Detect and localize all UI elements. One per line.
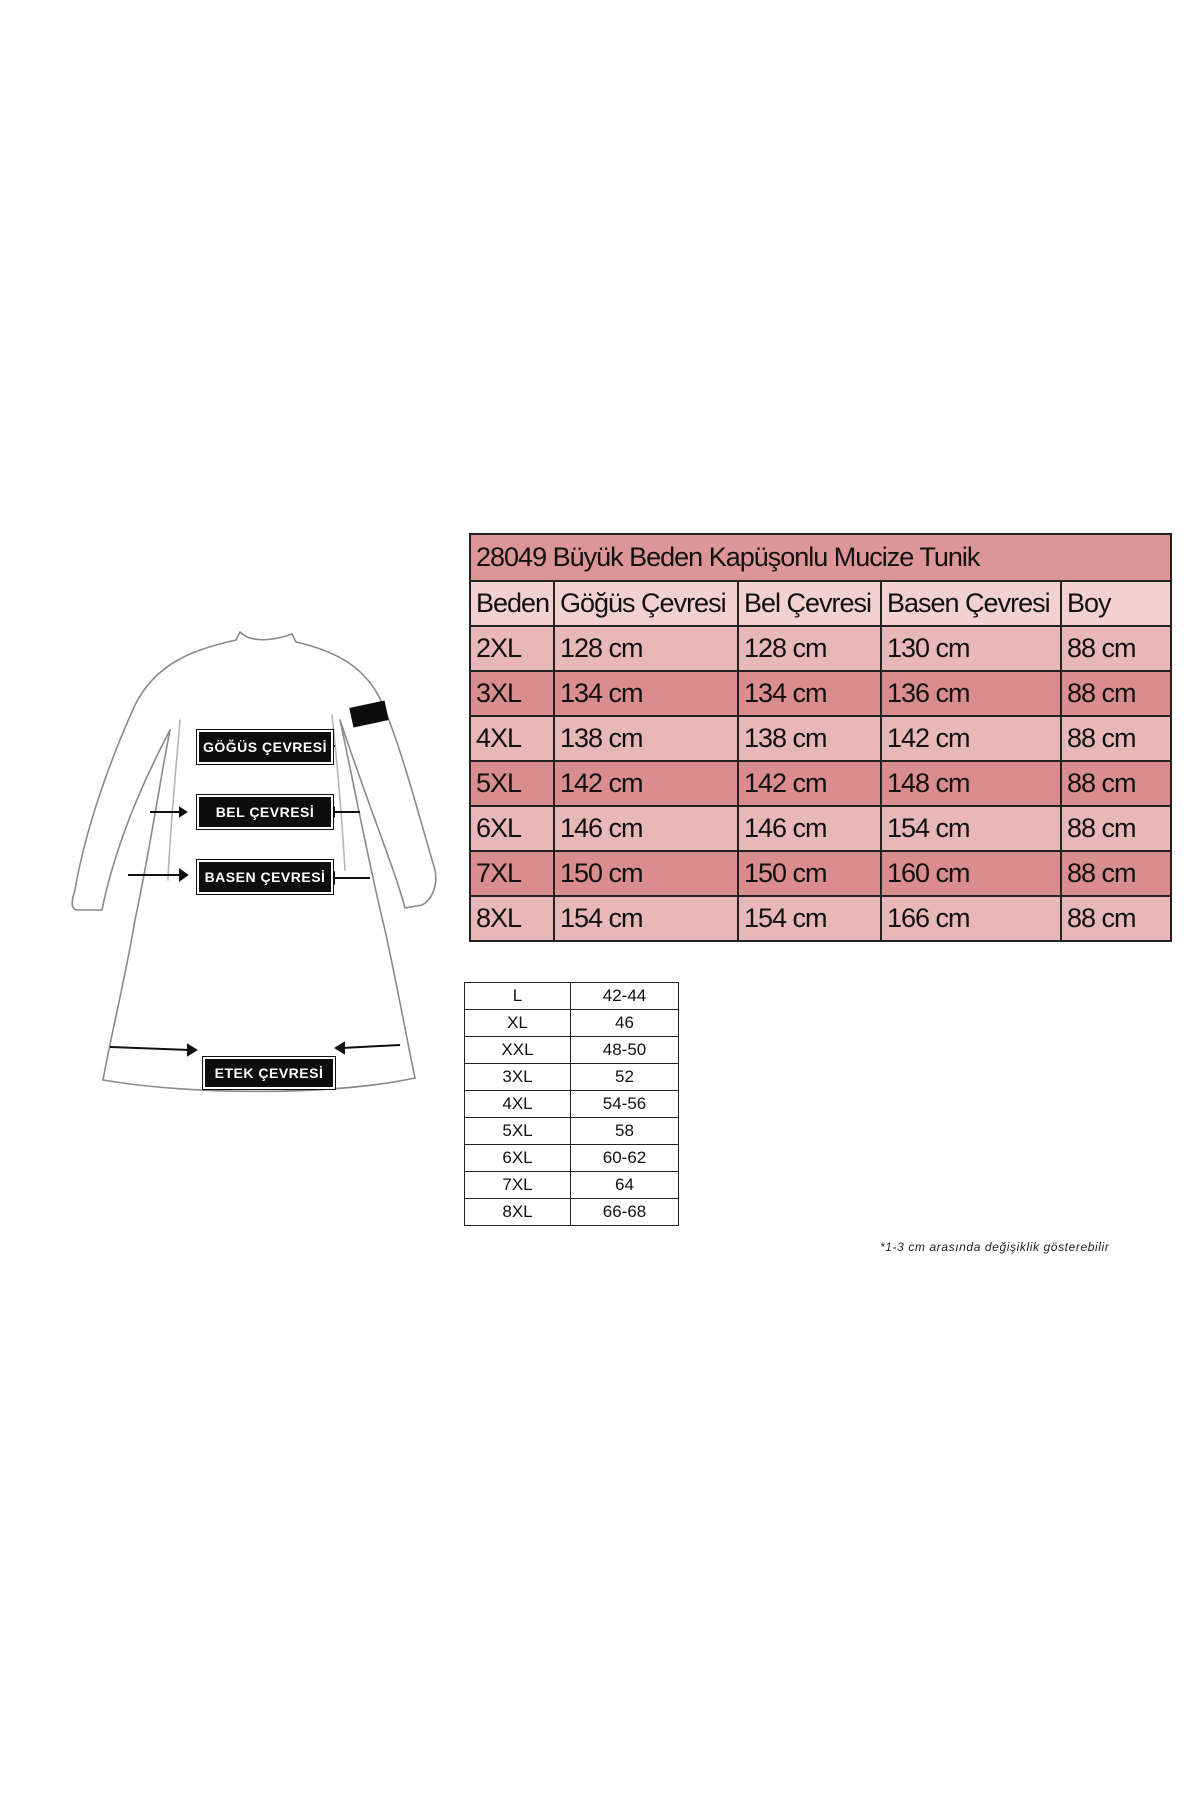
table-cell: 6XL [465, 1145, 571, 1172]
table-row [470, 671, 1171, 716]
size-chart-title: 28049 Büyük Beden Kapüşonlu Mucize Tunik [470, 534, 1171, 581]
table-cell: 146 cm [554, 806, 738, 851]
table-cell: 128 cm [554, 626, 738, 671]
header-cell: Beden [470, 581, 554, 626]
measurement-tolerance-note: *1-3 cm arasında değişiklik gösterebilir [880, 1240, 1110, 1254]
size-conversion-table [464, 982, 679, 1226]
table-cell: 88 cm [1061, 626, 1171, 671]
table-cell: 42-44 [571, 983, 679, 1010]
table-cell: 52 [571, 1064, 679, 1091]
table-row [465, 1118, 679, 1145]
table-cell: 160 cm [881, 851, 1061, 896]
table-cell: 166 cm [881, 896, 1061, 941]
table-cell: 64 [571, 1172, 679, 1199]
table-cell: 142 cm [554, 761, 738, 806]
waist-measure-label: BEL ÇEVRESİ [197, 795, 333, 829]
table-cell: 88 cm [1061, 896, 1171, 941]
table-cell: 7XL [470, 851, 554, 896]
table-cell: 154 cm [554, 896, 738, 941]
table-row [465, 1199, 679, 1226]
table-cell: 150 cm [554, 851, 738, 896]
table-row [470, 626, 1171, 671]
table-cell: 154 cm [738, 896, 881, 941]
table-cell: 154 cm [881, 806, 1061, 851]
table-cell: L [465, 983, 571, 1010]
table-cell: 88 cm [1061, 851, 1171, 896]
table-row [465, 983, 679, 1010]
table-row [465, 1145, 679, 1172]
table-row [470, 851, 1171, 896]
table-cell: 4XL [470, 716, 554, 761]
header-cell: Bel Çevresi [738, 581, 881, 626]
table-cell: 66-68 [571, 1199, 679, 1226]
size-chart-table [469, 533, 1172, 942]
table-cell: 88 cm [1061, 671, 1171, 716]
table-cell: 58 [571, 1118, 679, 1145]
table-cell: 150 cm [738, 851, 881, 896]
table-cell: 8XL [465, 1199, 571, 1226]
table-row [465, 1037, 679, 1064]
table-cell: 134 cm [738, 671, 881, 716]
table-row [470, 806, 1171, 851]
table-cell: 142 cm [738, 761, 881, 806]
table-cell: 54-56 [571, 1091, 679, 1118]
table-cell: 146 cm [738, 806, 881, 851]
table-cell: XXL [465, 1037, 571, 1064]
hip-measure-label: BASEN ÇEVRESİ [197, 860, 333, 894]
header-cell: Boy [1061, 581, 1171, 626]
table-cell: 8XL [470, 896, 554, 941]
table-cell: 6XL [470, 806, 554, 851]
table-cell: 60-62 [571, 1145, 679, 1172]
header-cell: Göğüs Çevresi [554, 581, 738, 626]
table-cell: 5XL [465, 1118, 571, 1145]
table-row [465, 1172, 679, 1199]
table-cell: 48-50 [571, 1037, 679, 1064]
table-row [465, 1064, 679, 1091]
table-cell: 134 cm [554, 671, 738, 716]
hem-measure-label: ETEK ÇEVRESİ [203, 1057, 335, 1089]
table-cell: 148 cm [881, 761, 1061, 806]
table-cell: 136 cm [881, 671, 1061, 716]
table-cell: 88 cm [1061, 716, 1171, 761]
table-cell: 5XL [470, 761, 554, 806]
table-cell: 88 cm [1061, 761, 1171, 806]
table-cell: 46 [571, 1010, 679, 1037]
table-cell: XL [465, 1010, 571, 1037]
table-cell: 138 cm [738, 716, 881, 761]
size-chart-header-row [470, 581, 1171, 626]
table-cell: 3XL [465, 1064, 571, 1091]
header-cell: Basen Çevresi [881, 581, 1061, 626]
table-cell: 128 cm [738, 626, 881, 671]
table-cell: 3XL [470, 671, 554, 716]
table-cell: 7XL [465, 1172, 571, 1199]
table-cell: 130 cm [881, 626, 1061, 671]
table-cell: 142 cm [881, 716, 1061, 761]
chest-measure-label: GÖĞÜS ÇEVRESİ [197, 730, 333, 764]
table-row [465, 1010, 679, 1037]
table-row [470, 716, 1171, 761]
table-cell: 138 cm [554, 716, 738, 761]
table-row [470, 761, 1171, 806]
table-cell: 2XL [470, 626, 554, 671]
table-cell: 88 cm [1061, 806, 1171, 851]
table-row [470, 896, 1171, 941]
table-row [465, 1091, 679, 1118]
table-cell: 4XL [465, 1091, 571, 1118]
